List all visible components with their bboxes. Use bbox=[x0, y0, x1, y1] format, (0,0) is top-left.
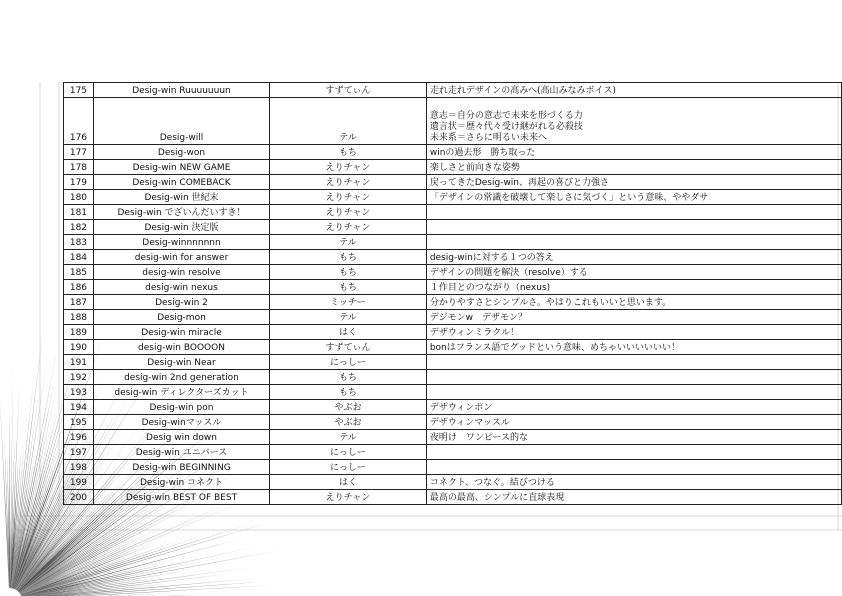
description bbox=[426, 295, 841, 310]
description bbox=[426, 490, 841, 505]
table-row bbox=[64, 265, 842, 280]
row-number: 179 bbox=[64, 175, 94, 190]
proposal-name: Desig-won bbox=[93, 145, 269, 160]
description-line: デザウィンマッスル bbox=[429, 418, 510, 428]
description bbox=[426, 385, 841, 400]
row-number: 185 bbox=[64, 265, 94, 280]
description bbox=[426, 190, 841, 205]
author-name: えりチャン bbox=[270, 160, 427, 175]
proposal-name: Desig-win 世紀末 bbox=[93, 190, 269, 205]
proposal-name: Desig win down bbox=[93, 430, 269, 445]
author-name: はく bbox=[270, 475, 427, 490]
row-number: 197 bbox=[64, 445, 94, 460]
row-number: 180 bbox=[64, 190, 94, 205]
description-line: コネクト、つなぐ。結びつける bbox=[429, 478, 555, 488]
proposal-name: Desig-win Near bbox=[93, 355, 269, 370]
description-line: デザウィンポン bbox=[429, 403, 493, 413]
description-line: デジモンw デザモン？ bbox=[429, 313, 528, 323]
author-name: ミッチー bbox=[270, 295, 427, 310]
author-name: やぶお bbox=[270, 415, 427, 430]
table-row bbox=[64, 340, 842, 355]
description bbox=[426, 98, 841, 145]
proposal-name: Desig-will bbox=[93, 98, 269, 145]
proposal-name: Desig-win BEST OF BEST bbox=[93, 490, 269, 505]
description-line: 遺言状＝歴々代々受け継がれる必殺技 bbox=[429, 122, 583, 132]
name-proposal-table bbox=[63, 82, 842, 505]
description-line: 走れ走れデザインの高みへ(高山みなみボイス) bbox=[429, 86, 616, 96]
row-number: 187 bbox=[64, 295, 94, 310]
author-name: テル bbox=[270, 98, 427, 145]
author-name: もち bbox=[270, 250, 427, 265]
description bbox=[426, 460, 841, 475]
description bbox=[426, 265, 841, 280]
author-name: えりチャン bbox=[270, 175, 427, 190]
row-number: 184 bbox=[64, 250, 94, 265]
table-row bbox=[64, 295, 842, 310]
description bbox=[426, 235, 841, 250]
table-row bbox=[64, 250, 842, 265]
table-row bbox=[64, 98, 842, 145]
table-row bbox=[64, 460, 842, 475]
author-name: もち bbox=[270, 370, 427, 385]
description bbox=[426, 205, 841, 220]
proposal-name: Desig-win コネクト bbox=[93, 475, 269, 490]
proposal-name: Desig-win ユニバース bbox=[93, 445, 269, 460]
author-name: もち bbox=[270, 280, 427, 295]
table-row bbox=[64, 445, 842, 460]
table-row bbox=[64, 370, 842, 385]
description bbox=[426, 280, 841, 295]
row-number: 177 bbox=[64, 145, 94, 160]
author-name: すずてぃん bbox=[270, 83, 427, 98]
row-number: 200 bbox=[64, 490, 94, 505]
row-number: 183 bbox=[64, 235, 94, 250]
table-row bbox=[64, 385, 842, 400]
description bbox=[426, 400, 841, 415]
proposal-name: Desig-mon bbox=[93, 310, 269, 325]
description bbox=[426, 475, 841, 490]
description bbox=[426, 310, 841, 325]
author-name: もち bbox=[270, 265, 427, 280]
author-name: にっしー bbox=[270, 445, 427, 460]
description bbox=[426, 340, 841, 355]
proposal-name: Desig-win でざいんだいすき！ bbox=[93, 205, 269, 220]
table-row bbox=[64, 475, 842, 490]
proposal-name: desig-win ディレクターズカット bbox=[93, 385, 269, 400]
table-row bbox=[64, 235, 842, 250]
row-number: 175 bbox=[64, 83, 94, 98]
description bbox=[426, 250, 841, 265]
table-row bbox=[64, 490, 842, 505]
description bbox=[426, 325, 841, 340]
proposal-name: desig-win resolve bbox=[93, 265, 269, 280]
description-line: 楽しさと前向きな姿勢 bbox=[429, 163, 520, 173]
table-row bbox=[64, 160, 842, 175]
description-line: bonはフランス語でグッドという意味、めちゃいいいいいい！ bbox=[429, 343, 681, 353]
proposal-name: Desig-win NEW GAME bbox=[93, 160, 269, 175]
proposal-name: Desig-win COMEBACK bbox=[93, 175, 269, 190]
row-number: 195 bbox=[64, 415, 94, 430]
table-row bbox=[64, 400, 842, 415]
row-number: 193 bbox=[64, 385, 94, 400]
author-name: にっしー bbox=[270, 355, 427, 370]
author-name: もち bbox=[270, 385, 427, 400]
author-name: やぶお bbox=[270, 400, 427, 415]
proposal-name: Desig-win miracle bbox=[93, 325, 269, 340]
description-line: 未来系＝さらに明るい未来へ bbox=[429, 133, 547, 143]
description-line: 意志＝自分の意志で未来を形づくる力 bbox=[429, 111, 583, 121]
proposal-name: Desig-win BEGINNING bbox=[93, 460, 269, 475]
description-line: 夜明け ワンピース的な bbox=[429, 433, 529, 443]
table-row bbox=[64, 205, 842, 220]
description bbox=[426, 370, 841, 385]
author-name: えりチャン bbox=[270, 205, 427, 220]
row-number: 192 bbox=[64, 370, 94, 385]
author-name: もち bbox=[270, 145, 427, 160]
description-line: 分かりやすさとシンプルさ。やはりこれもいいと思います。 bbox=[429, 298, 672, 308]
proposal-name: Desig-win 決定版 bbox=[93, 220, 269, 235]
description bbox=[426, 220, 841, 235]
description bbox=[426, 145, 841, 160]
table-row bbox=[64, 415, 842, 430]
row-number: 181 bbox=[64, 205, 94, 220]
table-row bbox=[64, 325, 842, 340]
description-line: winの過去形 勝ち取った bbox=[429, 148, 536, 158]
description bbox=[426, 430, 841, 445]
proposal-name: desig-win for answer bbox=[93, 250, 269, 265]
description-line: デザウィンミラクル！ bbox=[429, 328, 520, 338]
author-name: テル bbox=[270, 310, 427, 325]
author-name: テル bbox=[270, 430, 427, 445]
table-row bbox=[64, 190, 842, 205]
description bbox=[426, 175, 841, 190]
proposal-name: Desig-winマッスル bbox=[93, 415, 269, 430]
description-line: 「デザインの常識を破壊して楽しさに気づく」という意味、ややダサ bbox=[429, 193, 709, 203]
description bbox=[426, 355, 841, 370]
description-line: デザインの問題を解決（resolve）する bbox=[429, 268, 588, 278]
description-line: 戻ってきたDesig-win、再起の喜びと力強さ bbox=[429, 178, 610, 188]
proposal-name: desig-win 2nd generation bbox=[93, 370, 269, 385]
description bbox=[426, 415, 841, 430]
proposal-name: Desig-win pon bbox=[93, 400, 269, 415]
proposal-name: Desig-win Ruuuuuuun bbox=[93, 83, 269, 98]
author-name: えりチャン bbox=[270, 220, 427, 235]
row-number: 178 bbox=[64, 160, 94, 175]
table-row bbox=[64, 280, 842, 295]
row-number: 188 bbox=[64, 310, 94, 325]
proposal-name: Desig-win 2 bbox=[93, 295, 269, 310]
table-row bbox=[64, 83, 842, 98]
author-name: すずてぃん bbox=[270, 340, 427, 355]
table-row bbox=[64, 430, 842, 445]
author-name: はく bbox=[270, 325, 427, 340]
proposal-name: Desig-winnnnnnn bbox=[93, 235, 269, 250]
table-row bbox=[64, 355, 842, 370]
row-number: 194 bbox=[64, 400, 94, 415]
description-line: desig-winに対する１つの答え bbox=[429, 253, 554, 263]
row-number: 198 bbox=[64, 460, 94, 475]
row-number: 186 bbox=[64, 280, 94, 295]
row-number: 196 bbox=[64, 430, 94, 445]
table-row bbox=[64, 175, 842, 190]
description-line: １作目とのつながり（nexus) bbox=[429, 283, 551, 293]
proposal-name: desig-win BOOOON bbox=[93, 340, 269, 355]
author-name: テル bbox=[270, 235, 427, 250]
row-number: 191 bbox=[64, 355, 94, 370]
description-line: 最高の最高、シンプルに直球表現 bbox=[429, 493, 565, 503]
row-number: 190 bbox=[64, 340, 94, 355]
description bbox=[426, 445, 841, 460]
author-name: えりチャン bbox=[270, 490, 427, 505]
row-number: 189 bbox=[64, 325, 94, 340]
table-row bbox=[64, 310, 842, 325]
description bbox=[426, 160, 841, 175]
author-name: にっしー bbox=[270, 460, 427, 475]
row-number: 182 bbox=[64, 220, 94, 235]
proposal-name: desig-win nexus bbox=[93, 280, 269, 295]
table-row bbox=[64, 220, 842, 235]
author-name: えりチャン bbox=[270, 190, 427, 205]
description bbox=[426, 83, 841, 98]
table-row bbox=[64, 145, 842, 160]
row-number: 176 bbox=[64, 98, 94, 145]
row-number: 199 bbox=[64, 475, 94, 490]
